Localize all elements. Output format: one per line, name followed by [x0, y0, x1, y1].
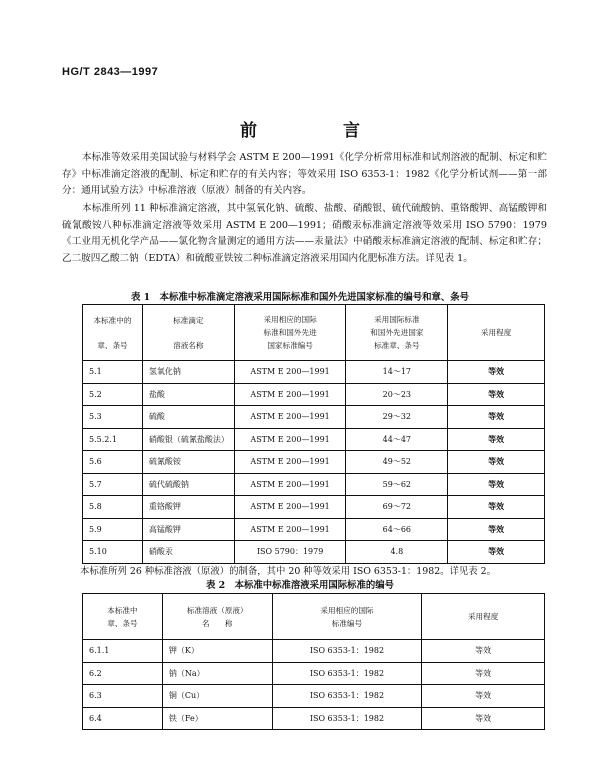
table-cell: 等效 — [448, 473, 545, 496]
header-line: 采用相应的国际 — [320, 605, 374, 615]
table2-header-clause — [83, 594, 163, 640]
table-row — [83, 518, 545, 541]
table2-intro: 本标准所列 26 种标准溶液（原液）的制备，其中 20 种等效采用 ISO 6353-1：1982。详见表 2。 — [80, 566, 496, 577]
header-line: 采用相应的国际 — [263, 315, 317, 324]
table-cell: 5.8 — [83, 496, 143, 519]
table2-header-solution — [162, 594, 272, 640]
table-cell: 6.2 — [83, 662, 163, 685]
table-cell: 49～52 — [346, 451, 448, 474]
table-cell: 等效 — [448, 428, 545, 451]
table-cell: 等效 — [448, 361, 545, 384]
table-cell: ISO 6353-1：1982 — [272, 662, 422, 685]
header-line: 溶液名称 — [173, 340, 204, 350]
table1-header-clause — [83, 305, 143, 361]
table-cell: 硝酸银（硫氰盐酸法） — [142, 428, 234, 451]
table-cell: ISO 6353-1：1982 — [272, 640, 422, 663]
table-cell: 6.1.1 — [83, 640, 163, 663]
table2-caption: 表 2 本标准中标准溶液采用国际标准的编号 — [206, 580, 394, 591]
header-line: 国家标准编号 — [267, 341, 313, 350]
table-cell: ASTM E 200—1991 — [234, 496, 346, 519]
table-cell: 氢氧化钠 — [142, 361, 234, 384]
table-cell: ASTM E 200—1991 — [234, 473, 346, 496]
header-line: 本标准中 — [107, 605, 138, 615]
table-cell: 44～47 — [346, 428, 448, 451]
table-cell: 64～66 — [346, 518, 448, 541]
paragraph-2: 本标准所列 11 种标准滴定溶液，其中氢氧化钠、硫酸、盐酸、硝酸银、硫代硫酸钠、重铬酸钾、高锰酸钾和硫氰酸铵八种标准滴定溶液等效采用 ASTM E 200—1991；硝酸汞标准滴定溶液等效采用 ISO 5790：1979《工业用无机化学产品——氯化物含量测定的通用方法——汞量法》中硝酸汞标准滴定溶液的配制、标定和贮存；乙二胺四乙酸二钠（EDTA）和硫酸亚铁铵二种标准滴定溶液采用国内化肥标准方法。详见表 1。 — [62, 203, 547, 264]
header-line: 标准滴定 — [173, 315, 204, 325]
table2-header-row — [83, 594, 545, 640]
table-cell: 5.10 — [83, 541, 143, 564]
table-cell: ISO 6353-1：1982 — [272, 685, 422, 708]
table-cell: 5.1 — [83, 361, 143, 384]
header-line: 和国外先进国家 — [370, 328, 424, 337]
header-line: 章、条号 — [107, 618, 138, 628]
table-cell: 等效 — [448, 496, 545, 519]
table-cell: 铁（Fe） — [162, 707, 272, 730]
header-line: 采用国际标准 — [374, 315, 420, 324]
table-row — [83, 496, 545, 519]
header-line: 采用程度 — [480, 328, 512, 337]
table-cell: 钾（K） — [162, 640, 272, 663]
table-row — [83, 383, 545, 406]
table-cell: 盐酸 — [142, 383, 234, 406]
table-cell: 硫氰酸铵 — [142, 451, 234, 474]
table-cell: 硫酸 — [142, 406, 234, 429]
table-cell: ASTM E 200—1991 — [234, 361, 346, 384]
table2-header-standard-no — [272, 594, 422, 640]
table-cell: 6.4 — [83, 707, 163, 730]
page-title: 前 言 — [240, 121, 400, 141]
table-cell: 高锰酸钾 — [142, 518, 234, 541]
table-cell: ASTM E 200—1991 — [234, 406, 346, 429]
header-line: 名 称 — [202, 618, 233, 628]
table-cell: 硝酸汞 — [142, 541, 234, 564]
table-cell: 5.6 — [83, 451, 143, 474]
table-cell: 等效 — [422, 662, 545, 685]
header-line: 标准和国外先进 — [263, 328, 317, 337]
table-cell: ISO 6353-1：1982 — [272, 707, 422, 730]
table-cell: 等效 — [422, 685, 545, 708]
table-row — [83, 685, 545, 708]
header-line: 标准章、条号 — [374, 341, 420, 350]
table-cell: 5.7 — [83, 473, 143, 496]
table-cell: 69～72 — [346, 496, 448, 519]
table-cell: 29～32 — [346, 406, 448, 429]
header-line: 标准编号 — [331, 618, 363, 628]
table-cell: 等效 — [448, 383, 545, 406]
table-row — [83, 428, 545, 451]
table-cell: 14～17 — [346, 361, 448, 384]
table1-header-std-clause — [346, 305, 448, 361]
table2-header-degree — [422, 594, 545, 640]
header-line: 章、条号 — [97, 340, 128, 350]
table-cell: ISO 5790：1979 — [234, 541, 346, 564]
table-cell: 5.9 — [83, 518, 143, 541]
table-row — [83, 662, 545, 685]
table-row — [83, 707, 545, 730]
table1-caption: 表 1 本标准中标准滴定溶液采用国际标准和国外先进国家标准的编号和章、条号 — [131, 292, 469, 303]
table-row — [83, 640, 545, 663]
table-cell: 硫代硫酸钠 — [142, 473, 234, 496]
table1-header-standard-no — [234, 305, 346, 361]
table-cell: 等效 — [422, 640, 545, 663]
table-cell: 5.2 — [83, 383, 143, 406]
table-row — [83, 473, 545, 496]
table-cell: 等效 — [422, 707, 545, 730]
table-cell: ASTM E 200—1991 — [234, 518, 346, 541]
header-line: 标准溶液（原液） — [186, 605, 248, 615]
table1-header-degree — [448, 305, 545, 361]
table1-header-row — [83, 305, 545, 361]
table-cell: ASTM E 200—1991 — [234, 428, 346, 451]
header-line: 本标准中的 — [93, 315, 132, 325]
table-cell: 重铬酸钾 — [142, 496, 234, 519]
table-cell: 铜（Cu） — [162, 685, 272, 708]
table-row — [83, 451, 545, 474]
standard-code: HG/T 2843—1997 — [62, 66, 159, 78]
table-cell: 等效 — [448, 518, 545, 541]
table-cell: 5.3 — [83, 406, 143, 429]
table-cell: 等效 — [448, 451, 545, 474]
table-cell: 59～62 — [346, 473, 448, 496]
table-row — [83, 406, 545, 429]
table-cell: 6.3 — [83, 685, 163, 708]
table-cell: 钠（Na） — [162, 662, 272, 685]
table-cell: ASTM E 200—1991 — [234, 451, 346, 474]
table-cell: 等效 — [448, 406, 545, 429]
table-1 — [82, 304, 545, 564]
table-row — [83, 361, 545, 384]
table-row — [83, 541, 545, 564]
table1-header-solution — [142, 305, 234, 361]
table-cell: 4.8 — [346, 541, 448, 564]
header-line: 采用程度 — [467, 612, 499, 621]
table-2 — [82, 593, 545, 730]
table-cell: 5.5.2.1 — [83, 428, 143, 451]
paragraph-1: 本标准等效采用美国试验与材料学会 ASTM E 200—1991《化学分析常用标准和试剂溶液的配制、标定和贮存》中标准滴定溶液的配制、标定和贮存的有关内容；等效采用 ISO 6353-1：1982《化学分析试剂——第一部分：通用试验方法》中标准溶液（原液）制备的有关内容。 — [62, 152, 547, 197]
table-cell: ASTM E 200—1991 — [234, 383, 346, 406]
table-cell: 等效 — [448, 541, 545, 564]
table-cell: 20～23 — [346, 383, 448, 406]
